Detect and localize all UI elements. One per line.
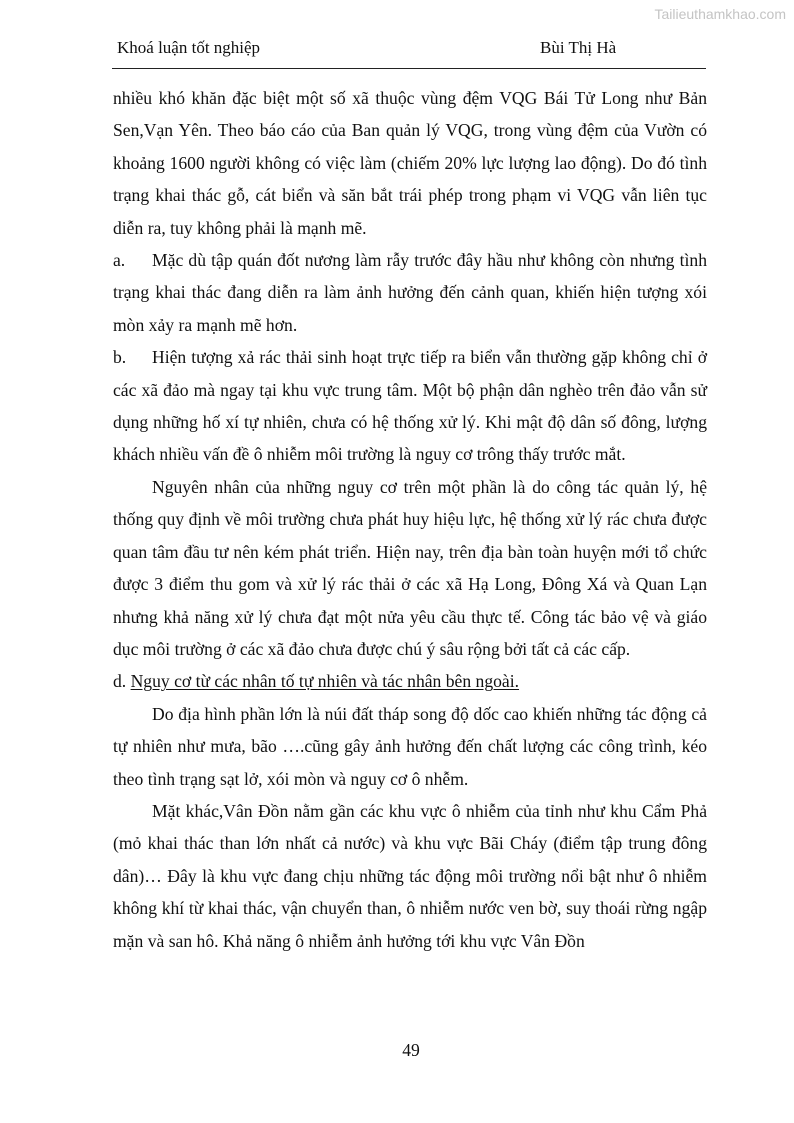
paragraph-causes: Nguyên nhân của những nguy cơ trên một phần là do công tác quản lý, hệ thống quy định về môi trường chưa phát huy hiệu lực, hệ thống xử lý rác chưa được quan tâm đầu tư nên kém phát triển. Hiện nay, trên địa bàn toàn huyện mới tổ chức được 3 điểm thu gom và xử lý rác thải ở các xã Hạ Long, Đông Xá và Quan Lạn nhưng khả năng xử lý chưa đạt một nửa yêu cầu thực tế. Công tác bảo vệ và giáo dục môi trường ở các xã đảo chưa được chú ý sâu rộng bởi tất cả các cấp. <box>113 476 707 659</box>
paragraph-natural-factors: Do địa hình phần lớn là núi đất tháp song độ dốc cao khiến những tác động cả tự nhiên như mưa, bão ….cũng gây ảnh hưởng đến chất lượng các công trình, kéo theo tình trạng sạt lở, xói mòn và nguy cơ ô nhễm. <box>113 703 707 789</box>
section-heading-prefix: d. <box>113 671 131 692</box>
header-author: Bùi Thị Hà <box>540 38 617 57</box>
page-header <box>112 38 700 62</box>
section-heading-text: Nguy cơ từ các nhân tố tự nhiên và tác nhân bên ngoài. <box>130 671 520 692</box>
paragraph-external-factors: Mặt khác,Vân Đồn nằm gần các khu vực ô nhiễm của tỉnh như khu Cẩm Phả (mỏ khai thác than lớn nhất cả nước) và khu vực Bãi Cháy (điểm tập trung đông dân)… Đây là khu vực đang chịu những tác động môi trường nổi bật như ô nhiễm không khí từ khai thác, vận chuyển than, ô nhiễm nước ven bờ, suy thoái rừng ngập mặn và san hô. Khả năng ô nhiễm ảnh hưởng tới khu vực Vân Đồn <box>113 800 707 951</box>
paragraph-continuation: nhiều khó khăn đặc biệt một số xã thuộc vùng đệm VQG Bái Tử Long như Bản Sen,Vạn Yên. Theo báo cáo của Ban quản lý VQG, trong vùng đệm của Vườn có khoảng 1600 người không có việc làm (chiếm 20% lực lượng lao động). Do đó tình trạng khai thác gỗ, cát biển và săn bắt trái phép trong phạm vi VQG vẫn liên tục diễn ra, tuy không phải là mạnh mẽ. <box>113 88 707 238</box>
section-heading-d <box>113 665 707 697</box>
page-number: 49 <box>402 1040 420 1060</box>
list-item-text: Mặc dù tập quán đốt nương làm rẫy trước đây hầu như không còn nhưng tình trạng khai thác đang diễn ra làm ảnh hưởng đến cảnh quan, khiến hiện tượng xói mòn xảy ra mạnh mẽ hơn. <box>113 250 707 335</box>
list-marker: a. <box>113 250 126 271</box>
list-item-b <box>113 341 707 471</box>
header-divider <box>112 68 706 69</box>
header-title: Khoá luận tốt nghiệp <box>117 38 261 57</box>
list-item-text: Hiện tượng xả rác thải sinh hoạt trực tiếp ra biển vẫn thường gặp không chỉ ở các xã đảo mà ngay tại khu vực trung tâm. Một bộ phận dân nghèo trên đảo vẫn sử dụng những hố xí tự nhiên, chưa có hệ thống xử lý. Khi mật độ dân số đông, lượng khách nhiều vấn đề ô nhiễm môi trường là nguy cơ trông thấy trước mắt. <box>113 347 707 465</box>
watermark: Tailieuthamkhao.com <box>654 6 786 22</box>
list-marker: b. <box>113 347 127 368</box>
list-item-a <box>113 244 707 341</box>
document-body <box>113 82 707 957</box>
